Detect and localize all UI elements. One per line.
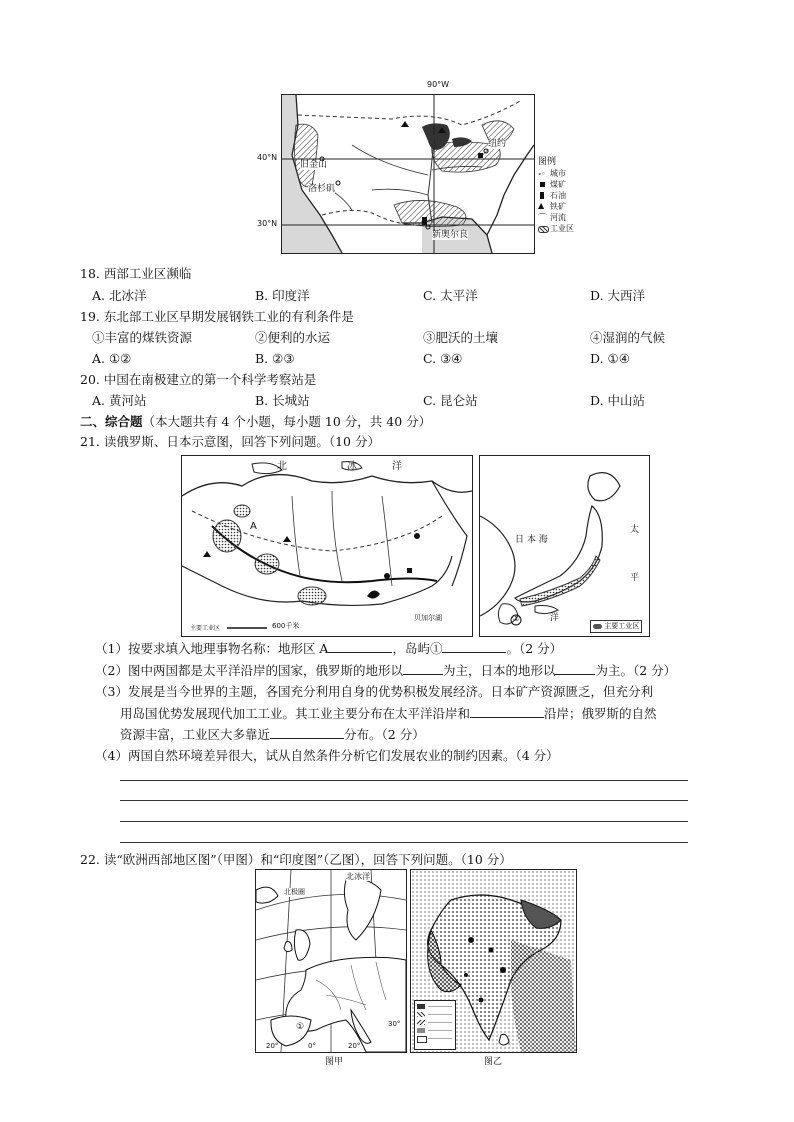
industrial-zone-icon (593, 624, 602, 629)
europe-arctic-circle-label: 北极圈 (284, 888, 305, 896)
city-label-no: 新奥尔良 (432, 230, 469, 240)
q21-sub3-text-a: 用岛国优势发展现代加工工业。其工业主要分布在太平洋沿岸和 (120, 706, 471, 721)
legend-item-industrial (538, 224, 588, 235)
answer-blank[interactable] (328, 640, 392, 653)
q22-stem: 22. 读“欧洲西部地区图”（甲图）和“印度图”（乙图），回答下列问题。（10 分） (80, 852, 512, 867)
map-us-lat40-label: 40°N (257, 153, 278, 162)
japan-sea-label: 日 本 海 (515, 535, 548, 545)
answer-blank[interactable] (270, 726, 344, 739)
answer-line[interactable] (120, 821, 688, 822)
iron-mine-icon: ▲ (538, 201, 545, 210)
europe-lon-0: 0° (308, 1042, 316, 1050)
q20-stem: 20. 中国在南极建立的第一个科学考察站是 (80, 372, 317, 387)
q19-item-4: ④湿润的气候 (590, 330, 666, 345)
legend-swatch (417, 1020, 425, 1025)
legend-label: 工业区 (550, 224, 574, 233)
japan-pacific-label-3: 洋 (550, 613, 560, 623)
russia-legend-label: 主要工业区 (190, 625, 221, 632)
q21-sub3-line2 (120, 705, 657, 722)
india-legend (414, 1000, 456, 1050)
q20-option-a: A. 黄河站 (92, 393, 147, 408)
oil-icon (540, 192, 544, 199)
europe-lon-20w: 20° (266, 1042, 279, 1050)
legend-label: 铁矿 (550, 202, 566, 211)
q21-sub1-text-b: ，岛屿① (392, 641, 443, 656)
japan-pacific-label-2: 平 (630, 573, 640, 583)
q21-sub3-line1: （3）发展是当今世界的主题，各国充分利用自身的优势积极发展经济。日本矿产资源匮乏，但充分利 (95, 684, 653, 699)
europe-lon-30: 30° (388, 1020, 401, 1028)
q19-option-b: B. ②③ (255, 351, 295, 366)
answer-blank[interactable] (470, 705, 544, 718)
city-label-sf: 旧金山 (300, 160, 328, 170)
map-western-europe (255, 869, 407, 1053)
q21-sub3-line3 (120, 726, 425, 743)
q21-sub1-text-a: （1）按要求填入地理事物名称：地形区 A (95, 641, 329, 656)
section-2-heading (80, 414, 431, 430)
q19-option-a: A. ①② (92, 351, 132, 366)
q21-sub2-text-c: 为主。（2 分） (595, 663, 677, 678)
q18-option-a: A. 北冰洋 (92, 288, 147, 303)
q21-sub4: （4）两国自然环境差异很大，试从自然条件分析它们发展农业的制约因素。（4 分） (95, 748, 559, 763)
japan-legend-label (590, 620, 642, 633)
q21-sub2 (95, 662, 676, 679)
answer-line[interactable] (120, 842, 688, 843)
russia-label-ocean: 洋 (392, 461, 402, 472)
q18-option-c: C. 太平洋 (423, 288, 478, 303)
legend-swatch (417, 1036, 427, 1043)
q19-stem: 19. 东北部工业区早期发展钢铁工业的有利条件是 (80, 309, 354, 324)
q19-option-c: C. ③④ (423, 351, 463, 366)
legend-swatch (417, 1028, 425, 1033)
q21-sub2-text-a: （2）图中两国都是太平洋沿岸的国家，俄罗斯的地形以 (95, 663, 403, 678)
caption-map-b: 图乙 (484, 1057, 503, 1067)
section-2-title: 二、综合题 (80, 414, 143, 429)
legend-item-coal (538, 180, 588, 191)
legend-item-oil (538, 191, 588, 202)
japan-pacific-label-1: 太 (630, 525, 640, 535)
europe-num-1: ① (296, 1022, 305, 1032)
section-2-desc: （本大题共有 4 个小题，每小题 10 分，共 40 分） (142, 414, 432, 429)
q18-stem: 18. 西部工业区濒临 (80, 266, 192, 281)
map-us-legend-box (538, 158, 588, 235)
q21-sub1 (95, 640, 562, 657)
q21-sub3-text-c: 资源丰富，工业区大多靠近 (120, 727, 271, 742)
legend-label: 城市 (550, 169, 566, 178)
q21-sub1-text-c: 。（2 分） (506, 641, 563, 656)
answer-blank[interactable] (403, 662, 443, 675)
legend-text-illegible (428, 1006, 452, 1044)
q18-option-b: B. 印度洋 (255, 288, 310, 303)
europe-arctic-label: 北冰洋 (346, 872, 370, 881)
q21-sub3-text-b: 沿岸；俄罗斯的自然 (544, 706, 657, 721)
map-united-states (281, 94, 535, 254)
russia-label-a: A (250, 521, 257, 532)
answer-blank[interactable] (555, 662, 595, 675)
europe-lon-20: 20° (348, 1042, 361, 1050)
answer-line[interactable] (120, 800, 688, 801)
answer-blank[interactable] (442, 640, 506, 653)
q20-option-b: B. 长城站 (255, 393, 310, 408)
legend-item-city (538, 169, 588, 180)
legend-label: 河流 (550, 213, 566, 222)
russia-label-lake: 贝加尔湖 (414, 614, 442, 622)
legend-label: 石油 (550, 191, 566, 200)
map-us-lat30-label: 30°N (257, 219, 278, 228)
q20-option-d: D. 中山站 (590, 393, 646, 408)
coal-mine-icon (540, 182, 545, 187)
legend-label: 煤矿 (550, 180, 566, 189)
japan-island-label: ① (512, 614, 521, 624)
q18-option-d: D. 大西洋 (590, 288, 646, 303)
answer-line[interactable] (120, 780, 688, 781)
japan-legend-text: 主要工业区 (604, 622, 640, 630)
russia-scale-label: 600千米 (272, 622, 300, 630)
map-us-meridian-label: 90°W (427, 80, 450, 89)
q19-option-d: D. ①④ (590, 351, 630, 366)
q19-item-1: ①丰富的煤铁资源 (92, 330, 193, 345)
map-japan (479, 455, 650, 637)
legend-title: 图例 (538, 157, 557, 167)
russia-label-north: 北 (277, 461, 287, 472)
industrial-zone-icon (538, 226, 549, 233)
map-india (410, 869, 577, 1053)
q21-sub2-text-b: 为主，日本的地形以 (442, 663, 556, 678)
russia-label-ice: 冰 (347, 461, 357, 472)
q20-option-c: C. 昆仑站 (423, 393, 478, 408)
river-icon: ⌒ (538, 214, 548, 224)
q19-item-3: ③肥沃的土壤 (423, 330, 499, 345)
city-label-ny: 纽约 (488, 139, 507, 149)
legend-item-river (538, 213, 588, 224)
q21-sub3-text-d: 分布。（2 分） (344, 727, 425, 742)
legend-swatch (417, 1004, 425, 1009)
q19-item-2: ②便利的水运 (255, 330, 331, 345)
caption-map-a: 图甲 (325, 1057, 344, 1067)
city-label-la: 洛杉矶 (308, 184, 336, 194)
q21-stem: 21. 读俄罗斯、日本示意图，回答下列问题。（10 分） (80, 434, 380, 449)
legend-swatch (417, 1012, 425, 1017)
map-russia (181, 455, 473, 637)
city-symbol-icon: ∘◦ (538, 170, 546, 178)
